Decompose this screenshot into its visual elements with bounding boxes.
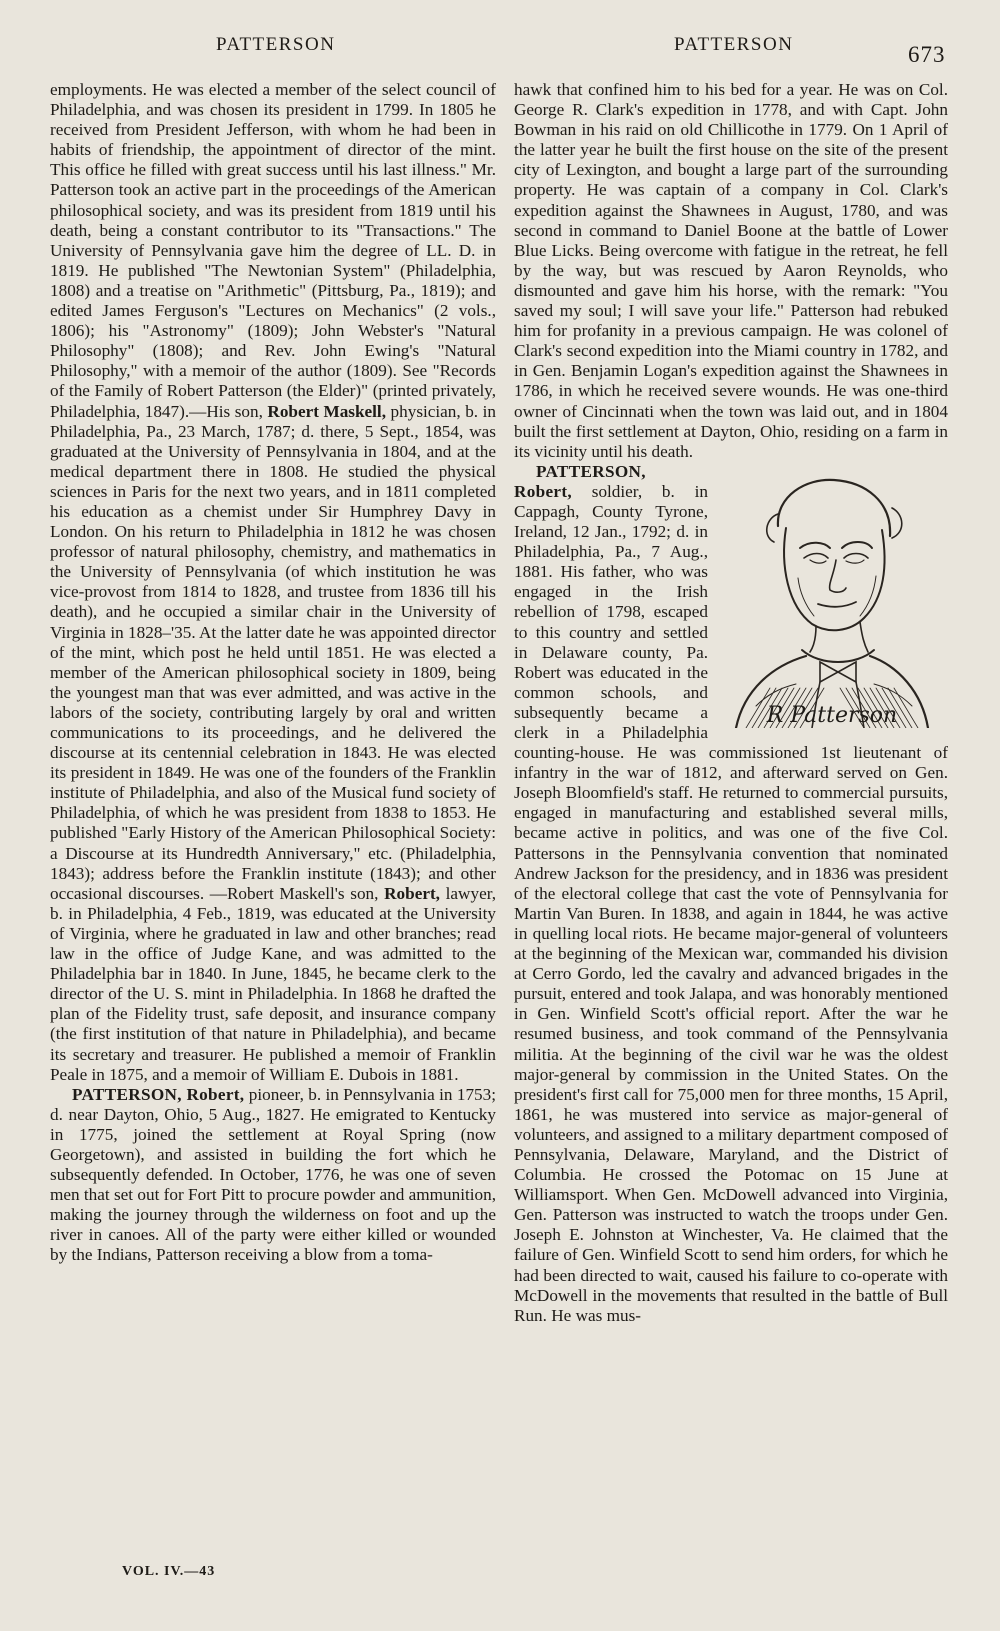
engraving-stroke	[778, 480, 890, 536]
page-number: 673	[908, 42, 946, 67]
text-run: soldier, b. in Cappagh, County Tyrone, Ireland, 12 Jan., 1792; d. in Philadelphia, Pa., 7 Aug., 1881. His father, who was engaged in the Irish rebellion of 1798, escaped to this country and settled in Delaware county, Pa. Robert was educated in the common schools, and subsequently became a clerk in a Philadelphia counting-house. He was commissioned 1st lieutenant of infantry in the war of 1812, and afterward served on Gen. Joseph Bloomfield's staff. He returned to commercial pursuits, engaged in manufacturing and established several mills, became active in politics, and was one of the five Col. Pattersons in the Pennsylvania convention that nominated Andrew Jackson for the presidency, and in 1836 was president of the electoral college that cast the vote of Pennsylvania for Martin Van Buren. In 1838, and again in 1844, he was active in quelling local riots. He became major-general of volunteers at the beginning of the Mexican war, commanded his division at Cerro Gordo, led the cavalry and advanced brigades in the pursuit, entered and took Jalapa, and was honorably mentioned in Gen. Winfield Scott's official report. After the war he resumed business, and took command of the Pennsylvania militia. At the beginning of the civil war he was the oldest major-general by commission in the United States. On the president's first call for 75,000 men for three months, 15 April, 1861, he was mustered into service as major-general of volunteers, and assigned to a military department composed of Pennsylvania, Delaware, Maryland, and the District of Columbia. He crossed the Potomac on 15 June at Williamsport. When Gen. McDowell advanced into Virginia, Gen. Patterson was instructed to watch the troops under Gen. Joseph E. Johnston at Winchester, Va. He claimed that the failure of Gen. Winfield Scott to send him orders, for which he had been directed to wait, caused his failure to co-operate with McDowell in the movements that resulted in the battle of Bull Run. He was mus-	[514, 481, 948, 1325]
volume-signature: VOL. IV.—43	[122, 1564, 216, 1579]
text-run: physician, b. in Philadelphia, Pa., 23 March, 1787; d. there, 5 Sept., 1854, was graduated at the University of Pennsylvania in 1804, and at the medical department there in 1808. He studied the physical sciences in Paris for the next two years, and in 1811 completed his education as a chemist under Sir Humphrey Davy in London. On his return to Philadelphia in 1812 he was chosen professor of natural philosophy, chemistry, and mathematics in the University of Pennsylvania (of which institution he was vice-provost from 1814 to 1828, and trustee from 1836 till his death), and he occupied a similar chair in the University of Virginia in 1828–'35. At the latter date he was appointed director of the mint, which post he held until 1851. He was elected a member of the American philosophical society in 1809, being the youngest man that was ever admitted, and was active in the labors of the society, contributing largely by oral and written communications to its proceedings, and he delivered the discourse at its centennial celebration in 1843. He was elected its president in 1849. He was one of the founders of the Franklin institute of Philadelphia, and also of the Musical fund society of Philadelphia, of which he was president from 1838 to 1853. He published "Early History of the American Philosophical Society: a Discourse at its Hundredth Anniversary," etc. (Philadelphia, 1843); address before the Franklin institute (1843); and other occasional discourses. —Robert Maskell's son,	[50, 401, 496, 903]
engraving-stroke	[846, 560, 864, 563]
text-run: employments. He was elected a member of the select council of Philadelphia, and was chosen its president in 1799. In 1805 he received from President Jefferson, with whom he had been in habits of friendship, the appointment of director of the mint. This office he filled with great success until his last illness." Mr. Patterson took an active part in the proceedings of the American philosophical society, and was its president from 1819 until his death, being a constant contributor to its "Transactions." The University of Pennsylvania gave him the degree of LL. D. in 1819. He published "The Newtonian System" (Philadelphia, 1808) and a treatise on "Arithmetic" (Pittsburg, Pa., 1819); and edited James Ferguson's "Lectures on Mechanics" (2 vols., 1806); his "Astronomy" (1809); John Webster's "Natural Philosophy" (1808); and Rev. John Ewing's "Natural Philosophy," with a memoir of the author (1809). See "Records of the Family of Robert Patterson (the Elder)" (printed privately, Philadelphia, 1847).—His son,	[50, 80, 496, 421]
engraving-stroke	[860, 576, 876, 616]
engraving-stroke	[767, 514, 778, 542]
engraving-stroke	[838, 662, 856, 682]
entry-heading: PATTERSON, Robert,	[514, 461, 646, 501]
entry-patterson-soldier-wrap	[514, 462, 948, 1326]
entry-continuation: hawk that confined him to his bed for a year. He was on Col. George R. Clark's expedition in 1778, and with Capt. John Bowman in his raid on old Chillicothe in 1779. On 1 April of the latter year he built the first house on the site of the present city of Lexington, and bought a large part of the surrounding property. He was captain of a company in Col. Clark's expedition against the Shawnees in August, 1780, and was second in command to Daniel Boone at the battle of Lower Blue Licks. Being overcome with fatigue in the retreat, he fell by the way, but was rescued by Aaron Reynolds, who dismounted and gave him his horse, with the remark: "You saved my soul; I will save your life." Patterson had rebuked him for profanity in a previous campaign. He was colonel of Clark's second expedition into the Miami country in 1782, and in Gen. Benjamin Logan's expedition against the Shawnees in 1786, in which he received severe wounds. He was one-third owner of Cincinnati when the town was laid out, and in 1804 built the first settlement at Dayton, Ohio, residing on a farm in its vicinity until his death.	[514, 80, 948, 461]
text-run: lawyer, b. in Philadelphia, 4 Feb., 1819, was educated at the University of Virginia, where he graduated in law and other branches; read law in the office of Judge Kane, and was admitted to the Philadelphia bar in 1840. In June, 1845, he became clerk to the director of the U. S. mint in Philadelphia. In 1868 he drafted the plan of the Fidelity trust, safe deposit, and insurance company (the first institution of that nature in Philadelphia), and became its secretary and treasurer. He published a memoir of Franklin Peale in 1875, and a memoir of William E. Dubois in 1881.	[50, 883, 497, 1084]
entry-heading: PATTERSON, Robert,	[72, 1084, 245, 1104]
running-head-left: PATTERSON	[216, 34, 336, 55]
entry-patterson-soldier	[514, 462, 948, 1326]
signature: R Patterson	[766, 702, 898, 728]
right-column	[514, 80, 948, 1326]
engraving-stroke	[802, 650, 874, 662]
engraving-stroke	[810, 560, 826, 563]
name-robert: Robert,	[384, 883, 440, 903]
engraving-stroke	[810, 626, 816, 652]
name-robert-maskell: Robert Maskell,	[267, 401, 387, 421]
entry-continuation	[50, 80, 496, 1085]
engraving-stroke	[830, 560, 846, 592]
engraving-stroke	[820, 662, 838, 682]
engraving-stroke	[844, 553, 868, 558]
engraving-stroke	[860, 622, 868, 652]
entry-patterson-pioneer	[50, 1085, 496, 1266]
engraving-stroke	[804, 553, 828, 558]
portrait-engraving	[716, 466, 948, 728]
running-head-right: PATTERSON	[674, 34, 794, 55]
engraving-stroke	[800, 543, 830, 548]
text-run: pioneer, b. in Pennsylvania in 1753; d. near Dayton, Ohio, 5 Aug., 1827. He emigrated to Kentucky in 1775, joined the settlement at Royal Spring (now Georgetown), and assisted in building the fort which he subsequently defended. In October, 1776, he was one of seven men that set out for Fort Pitt to procure powder and ammunition, making the journey through the wilderness on foot and up the river in canoes. All of the party were either killed or wounded by the Indians, Patterson receiving a blow from a toma-	[50, 1084, 497, 1265]
engraving-stroke	[818, 602, 856, 607]
engraving-stroke	[784, 528, 884, 630]
engraving-stroke	[798, 578, 814, 616]
left-column	[50, 80, 496, 1266]
engraving-stroke	[842, 542, 872, 548]
engraving-stroke	[892, 508, 902, 538]
portrait-image	[716, 466, 948, 728]
